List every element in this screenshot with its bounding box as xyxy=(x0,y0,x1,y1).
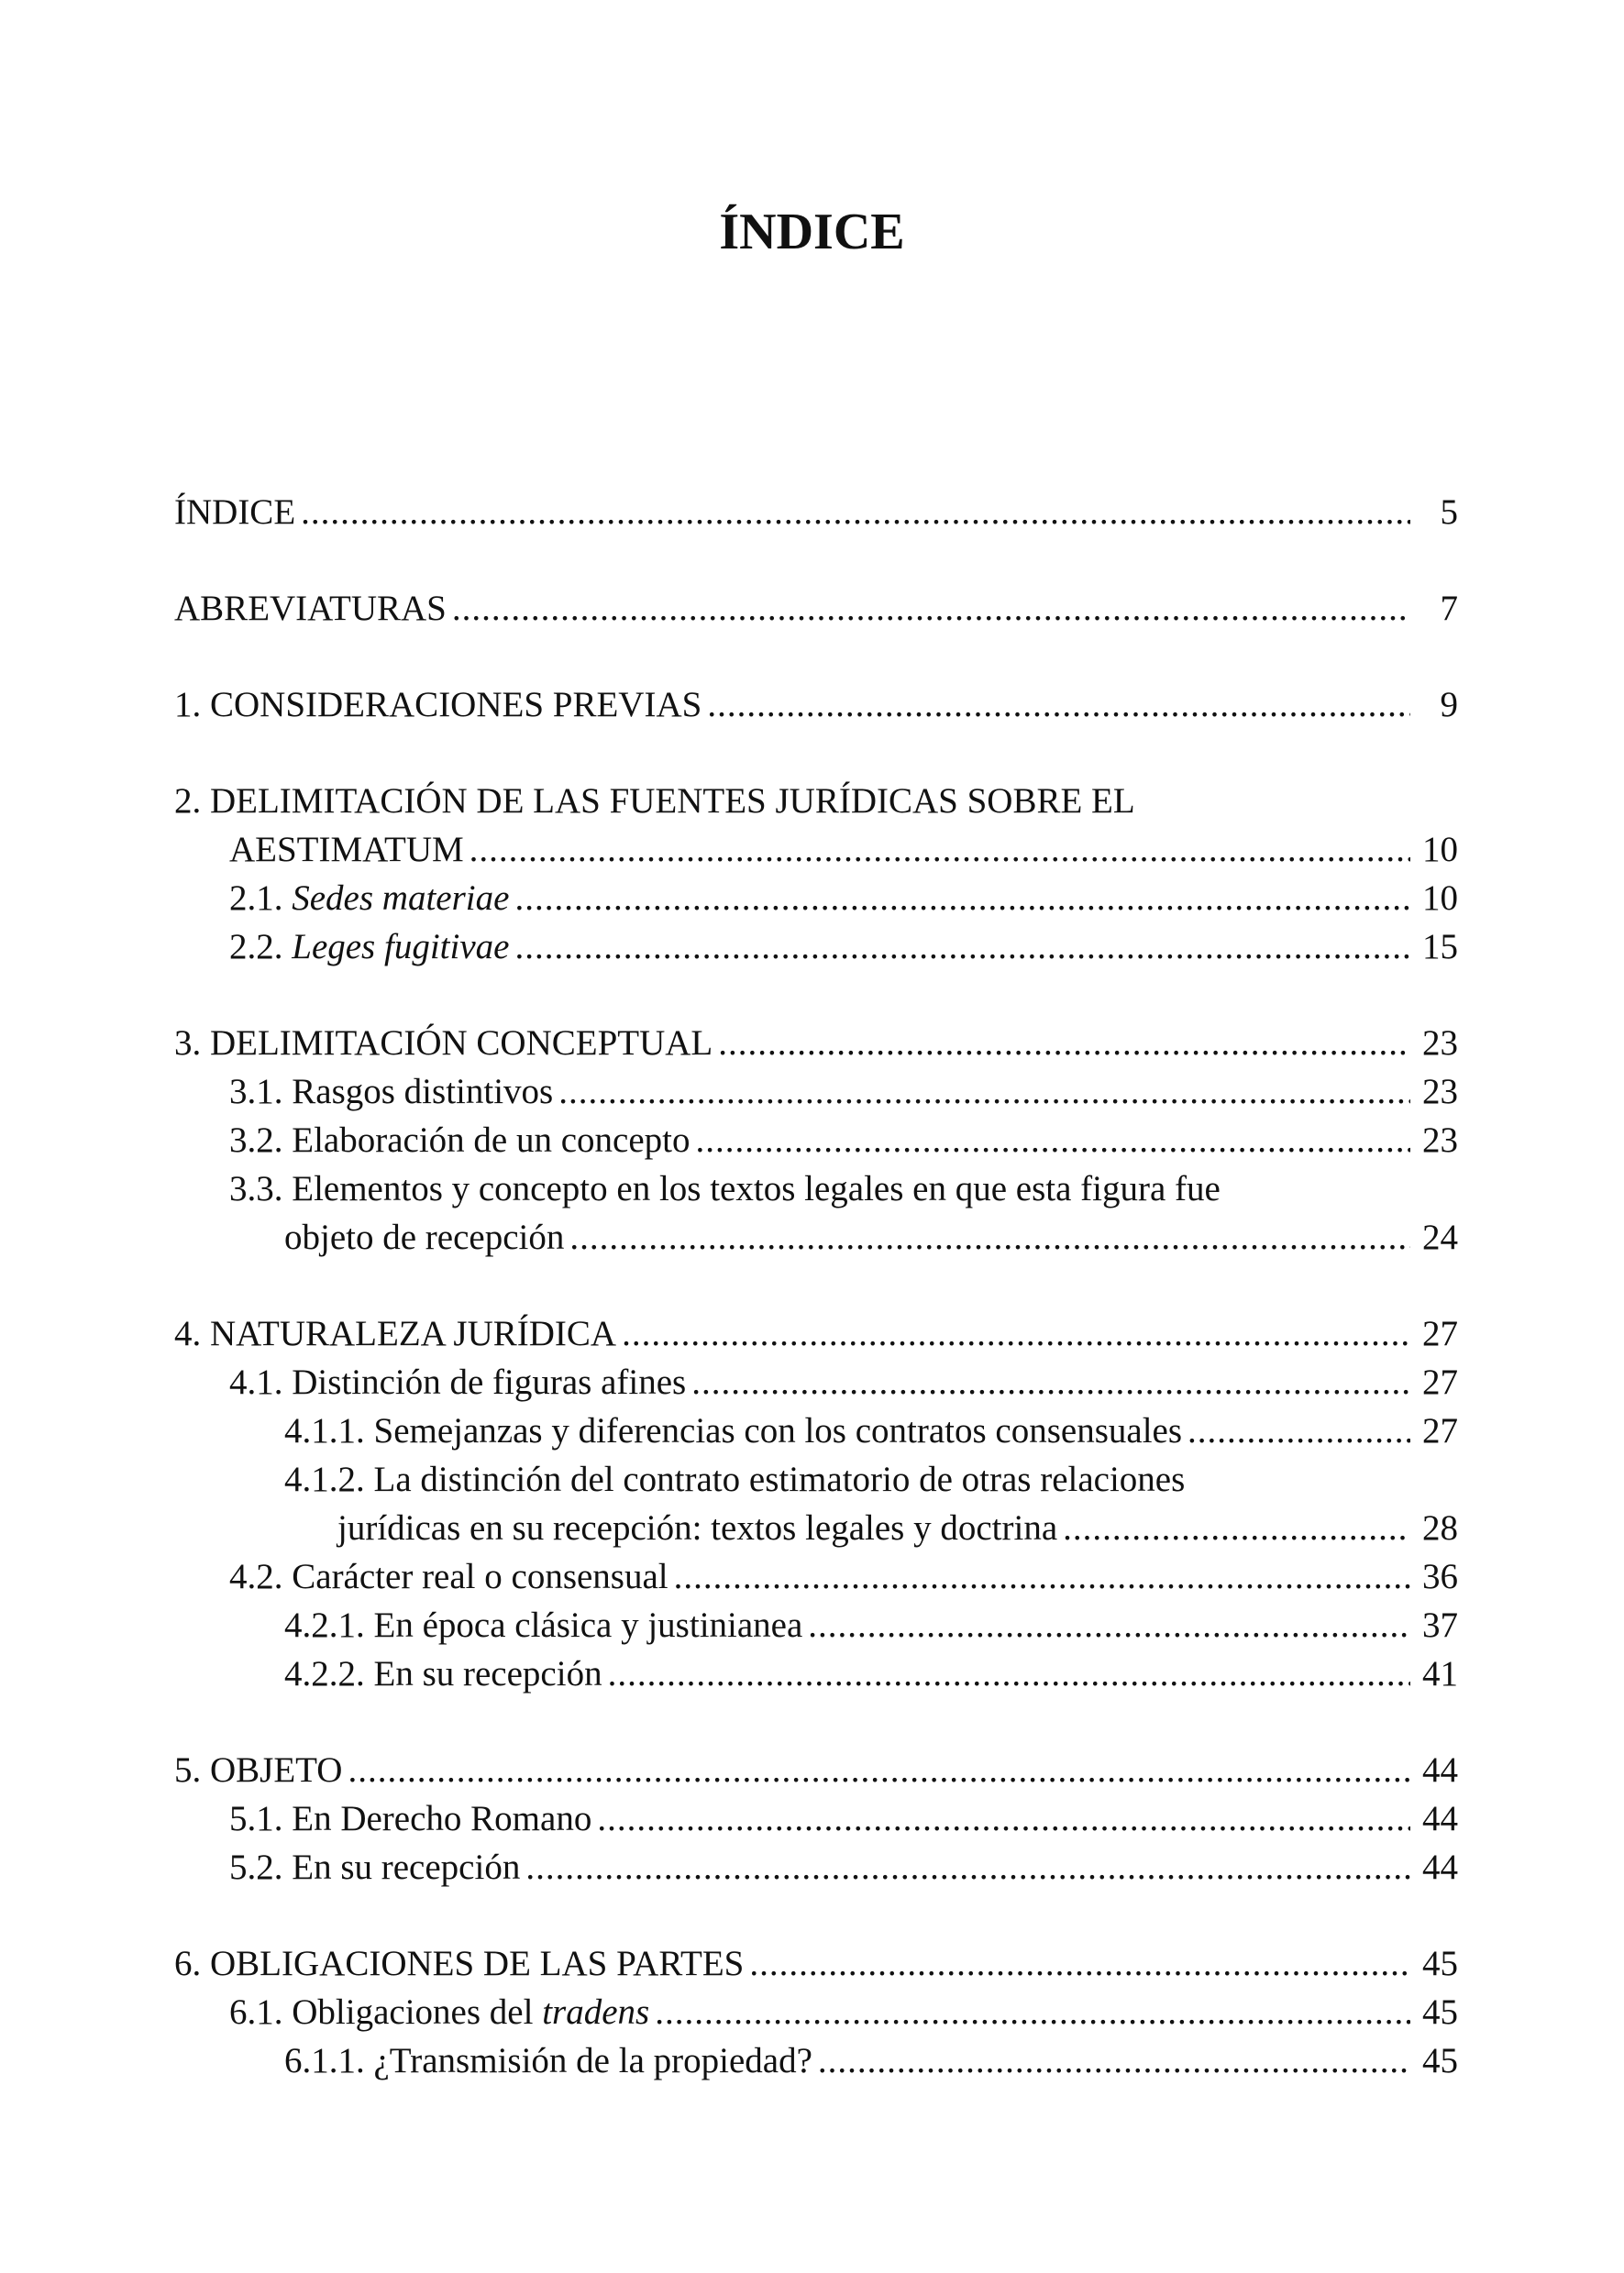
toc-entry-label: objeto de recepción xyxy=(284,1218,565,1257)
toc-entry-1[interactable] xyxy=(174,680,1458,729)
toc-page-number: 41 xyxy=(1422,1654,1458,1694)
toc-page-number: 23 xyxy=(1422,1023,1458,1063)
toc-page-number: 15 xyxy=(1422,927,1458,966)
dot-leader xyxy=(749,1939,1410,1988)
dot-leader xyxy=(348,1746,1410,1794)
toc-entry-4-2-1[interactable] xyxy=(174,1601,1458,1650)
toc-page-number: 5 xyxy=(1440,492,1458,532)
toc-page-number: 45 xyxy=(1422,2041,1458,2080)
dot-leader xyxy=(525,1843,1410,1892)
toc-entry-label: 5. OBJETO xyxy=(174,1750,343,1790)
toc-entry-label: AESTIMATUM xyxy=(229,830,464,869)
toc-entry-label xyxy=(229,922,509,971)
toc-entry-label: 3.1. Rasgos distintivos xyxy=(229,1072,554,1111)
toc-entry-6[interactable] xyxy=(174,1939,1458,1988)
toc-page-number: 27 xyxy=(1422,1363,1458,1402)
toc-entry-5[interactable] xyxy=(174,1746,1458,1794)
toc-entry-3-3[interactable] xyxy=(174,1213,1458,1262)
toc-entry-italic-title: Leges fugitivae xyxy=(292,927,510,966)
toc-page-number: 9 xyxy=(1440,685,1458,724)
toc-entry-label: 4.1. Distinción de figuras afines xyxy=(229,1363,687,1402)
dot-leader xyxy=(514,922,1410,971)
toc-entry-label: jurídicas en su recepción: textos legales y doctrina xyxy=(337,1508,1058,1548)
toc-entry-4-1-1[interactable] xyxy=(174,1407,1458,1455)
dot-leader xyxy=(452,584,1410,633)
toc-entry-2-line1[interactable]: 2. DELIMITACIÓN DE LAS FUENTES JURÍDICAS SOBRE EL xyxy=(174,781,1135,821)
toc-entry-5-2[interactable] xyxy=(174,1843,1458,1892)
toc-entry-label: ABREVIATURAS xyxy=(174,589,447,628)
toc-entry-label: 4.2. Carácter real o consensual xyxy=(229,1557,668,1596)
toc-entry-number: 2.1. xyxy=(229,878,283,918)
dot-leader xyxy=(597,1794,1410,1843)
toc-entry-label: 4. NATURALEZA JURÍDICA xyxy=(174,1314,617,1353)
dot-leader xyxy=(818,2036,1410,2085)
toc-entry-4-2-2[interactable] xyxy=(174,1650,1458,1698)
toc-entry-italic-title: tradens xyxy=(542,1992,650,2032)
toc-entry-2[interactable] xyxy=(174,825,1458,874)
dot-leader xyxy=(707,680,1410,729)
dot-leader xyxy=(674,1552,1410,1601)
toc-page-number: 23 xyxy=(1422,1072,1458,1111)
toc-entry-4-1-2-line1[interactable]: 4.1.2. La distinción del contrato estimatorio de otras relaciones xyxy=(284,1460,1186,1499)
toc-section-5 xyxy=(174,1746,1458,1892)
toc-page-number: 45 xyxy=(1422,1992,1458,2032)
toc-entry-label: 4.2.1. En época clásica y justinianea xyxy=(284,1605,803,1645)
toc-section-6 xyxy=(174,1939,1458,2085)
toc-entry-3-1[interactable] xyxy=(174,1067,1458,1116)
dot-leader xyxy=(514,874,1410,922)
toc-page-number: 44 xyxy=(1422,1750,1458,1790)
toc-entry-6-1-1[interactable] xyxy=(174,2036,1458,2085)
toc-section-4 xyxy=(174,1309,1458,1698)
toc-page-number: 45 xyxy=(1422,1944,1458,1983)
toc-page-number: 24 xyxy=(1422,1218,1458,1257)
toc-entry-label: 6. OBLIGACIONES DE LAS PARTES xyxy=(174,1944,745,1983)
toc-entry-2-1[interactable] xyxy=(174,874,1458,922)
toc-entry-4-1[interactable] xyxy=(174,1358,1458,1407)
toc-entry-label: 6.1.1. ¿Transmisión de la propiedad? xyxy=(284,2041,812,2080)
toc-entry-6-1[interactable] xyxy=(174,1988,1458,2036)
toc-section-indice xyxy=(174,488,1458,536)
toc-page-number: 10 xyxy=(1422,878,1458,918)
toc-entry-3[interactable] xyxy=(174,1019,1458,1067)
dot-leader xyxy=(608,1650,1410,1698)
toc-entry-4[interactable] xyxy=(174,1309,1458,1358)
toc-entry-prefix: 6.1. Obligaciones del xyxy=(229,1992,534,2032)
toc-page-number: 7 xyxy=(1440,589,1458,628)
toc-section-3 xyxy=(174,1019,1458,1262)
toc-entry-number: 2.2. xyxy=(229,927,283,966)
toc-page-number: 36 xyxy=(1422,1557,1458,1596)
toc-section-2 xyxy=(174,777,1458,971)
dot-leader xyxy=(718,1019,1410,1067)
dot-leader xyxy=(808,1601,1410,1650)
toc-page-number: 27 xyxy=(1422,1314,1458,1353)
dot-leader xyxy=(622,1309,1410,1358)
toc-entry-label: 1. CONSIDERACIONES PREVIAS xyxy=(174,685,702,724)
toc-entry-4-1-2[interactable] xyxy=(174,1504,1458,1552)
toc-entry-label: 4.2.2. En su recepción xyxy=(284,1654,602,1694)
toc-entry-italic-title: Sedes materiae xyxy=(292,878,510,918)
dot-leader xyxy=(1188,1407,1410,1455)
dot-leader xyxy=(558,1067,1410,1116)
toc-entry-label: 3. DELIMITACIÓN CONCEPTUAL xyxy=(174,1023,713,1063)
table-of-contents xyxy=(174,488,1458,2133)
toc-entry-label: 3.2. Elaboración de un concepto xyxy=(229,1120,690,1160)
toc-page-number: 28 xyxy=(1422,1508,1458,1548)
dot-leader xyxy=(691,1358,1410,1407)
toc-page-number: 27 xyxy=(1422,1411,1458,1451)
dot-leader xyxy=(655,1988,1410,2036)
toc-entry-label: ÍNDICE xyxy=(174,492,296,532)
toc-entry-3-2[interactable] xyxy=(174,1116,1458,1164)
toc-page-number: 37 xyxy=(1422,1605,1458,1645)
toc-section-abreviaturas xyxy=(174,584,1458,633)
toc-entry-2-2[interactable] xyxy=(174,922,1458,971)
dot-leader xyxy=(470,825,1410,874)
toc-entry-label xyxy=(229,1988,649,2036)
toc-page-number: 23 xyxy=(1422,1120,1458,1160)
toc-entry-label: 5.2. En su recepción xyxy=(229,1848,521,1887)
toc-entry-4-2[interactable] xyxy=(174,1552,1458,1601)
toc-entry-indice[interactable] xyxy=(174,488,1458,536)
toc-entry-label xyxy=(229,874,509,922)
toc-page-number: 44 xyxy=(1422,1848,1458,1887)
dot-leader xyxy=(569,1213,1410,1262)
toc-page-number: 10 xyxy=(1422,830,1458,869)
toc-entry-5-1[interactable] xyxy=(174,1794,1458,1843)
toc-entry-3-3-line1[interactable]: 3.3. Elementos y concepto en los textos legales en que esta figura fue xyxy=(229,1169,1221,1208)
toc-section-1 xyxy=(174,680,1458,729)
dot-leader xyxy=(696,1116,1411,1164)
toc-entry-label: 5.1. En Derecho Romano xyxy=(229,1799,592,1838)
dot-leader xyxy=(301,488,1410,536)
dot-leader xyxy=(1063,1504,1410,1552)
toc-page-number: 44 xyxy=(1422,1799,1458,1838)
toc-entry-label: 4.1.1. Semejanzas y diferencias con los contratos consensuales xyxy=(284,1411,1183,1451)
toc-entry-abreviaturas[interactable] xyxy=(174,584,1458,633)
page-title: ÍNDICE xyxy=(719,204,905,260)
